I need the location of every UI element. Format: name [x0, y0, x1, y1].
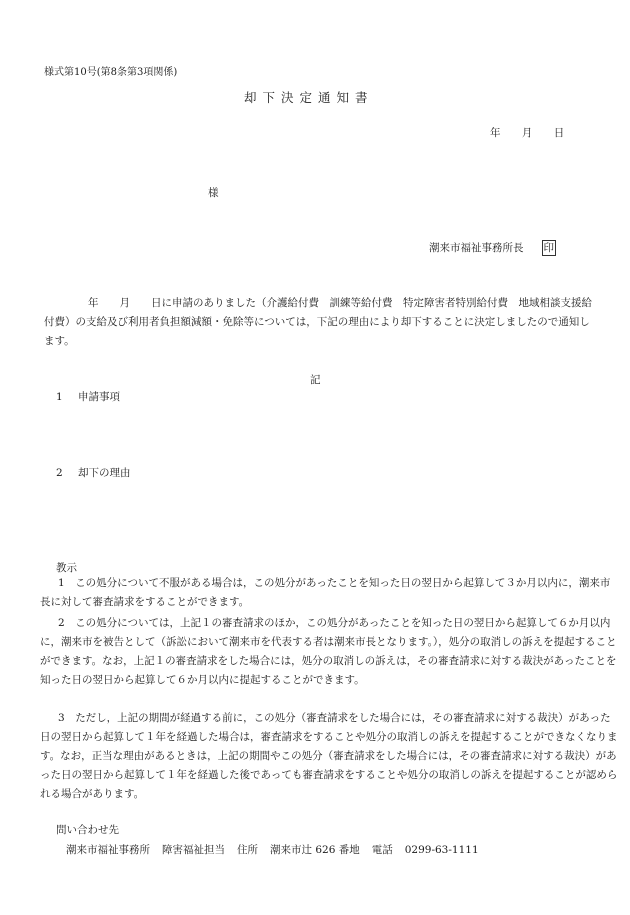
- notice-text: この処分については，上記１の審査請求のほか，この処分があったことを知った日の翌日から起算して６か月以内に，潮来市を被告として（訴訟において潮来市を代表する者は潮来市長となります。），処分の取消しの訴えを提起することができます。なお，上記１の審査請求をした場合には，処分の取消しの訴えは，その審査請求に対する裁決があったことを知った日の翌日から起算して６か月以内に提起することができます。: [40, 617, 617, 686]
- contact-office: 潮来市福祉事務所: [66, 844, 150, 856]
- document-title: 却下決定通知書: [244, 90, 374, 105]
- item-label: 却下の理由: [78, 467, 131, 479]
- issuer-line: [429, 240, 556, 256]
- notice-number: 1: [58, 577, 65, 589]
- item-number: 1: [56, 391, 63, 403]
- date-day: 日: [553, 127, 565, 139]
- form-number-label: 様式第10号(第8条第3項関係): [44, 67, 178, 78]
- seal-stamp: 印: [543, 242, 554, 254]
- item-rejection-reason: [56, 466, 131, 480]
- contact-phone-label: 電話: [371, 844, 393, 856]
- notice-number: 2: [58, 617, 65, 629]
- date-year: 年: [490, 127, 501, 139]
- instruction-heading: 教示: [56, 562, 77, 574]
- contact-line: [66, 843, 491, 857]
- contact-address-label: 住所: [237, 844, 258, 856]
- contact-section: 障害福祉担当: [162, 844, 225, 856]
- notice-text: ただし，上記の期間が経過する前に，この処分（審査請求をした場合には，その審査請求に対する裁決）があった日の翌日から起算して１年を経過した場合は，審査請求をすることや処分の取消しの訴えを提起することができなくなります。なお，正当な理由があるときは，上記の期間やこの処分（審査請求をした場合には，その審査請求に対する裁決）があった日の翌日から起算して１年を経過した後であっても審査請求をすることや処分の取消しの訴えを提起することが認められる場合があります。: [40, 712, 618, 800]
- inquiry-heading: 問い合わせ先: [56, 824, 119, 836]
- addressee-suffix: 様: [208, 187, 219, 199]
- item-application-matter: [56, 390, 120, 404]
- notice-body-text: 年 月 日に申請のありました（介護給付費 訓練等給付費 特定障害者特別給付費 地域相談支援給付費）の支給及び利用者負担額減額・免除等については，下記の理由により却下することに決定しましたので通知します。: [44, 297, 592, 347]
- notice-item: [38, 574, 618, 612]
- notice-item: [38, 709, 618, 804]
- contact-phone: 0299-63-1111: [404, 844, 479, 856]
- ki-heading: 記: [310, 374, 321, 386]
- contact-address: 潮来市辻 626 番地: [270, 844, 360, 856]
- notice-text: この処分について不服がある場合は，この処分があったことを知った日の翌日から起算して３か月以内に，潮来市長に対して審査請求をすることができます。: [40, 577, 611, 608]
- issuer-name: 潮来市福祉事務所長: [429, 242, 524, 254]
- item-number: 2: [56, 467, 63, 479]
- date-month: 月: [521, 127, 533, 139]
- item-label: 申請事項: [78, 391, 120, 403]
- date-line: [490, 126, 564, 140]
- notice-item: [38, 614, 618, 690]
- notice-number: 3: [58, 712, 65, 724]
